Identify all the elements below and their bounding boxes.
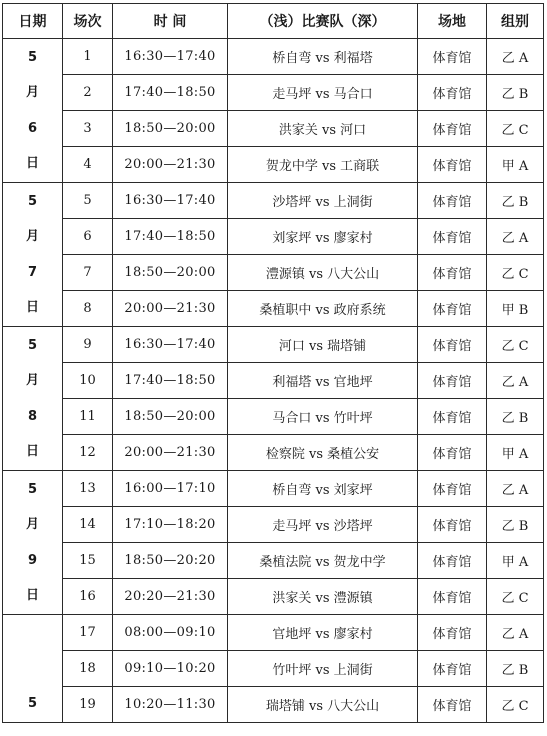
group-cell: 乙 A <box>487 471 544 507</box>
date-char <box>3 615 62 651</box>
date-char: 月 <box>25 229 39 244</box>
match-number-cell: 13 <box>63 471 113 507</box>
group-cell: 乙 B <box>487 507 544 543</box>
time-cell: 09:10—10:20 <box>113 651 228 687</box>
venue-cell: 体育馆 <box>418 39 487 75</box>
time-cell: 20:00—21:30 <box>113 147 228 183</box>
teams-cell: 桑植法院 vs 贺龙中学 <box>228 543 418 579</box>
table-row <box>3 399 544 435</box>
date-char: 6 <box>27 120 38 136</box>
venue-cell: 体育馆 <box>418 615 487 651</box>
match-number-cell: 4 <box>63 147 113 183</box>
match-schedule-table <box>2 3 544 723</box>
match-number-cell: 18 <box>63 651 113 687</box>
date-char: 日 <box>25 588 39 603</box>
date-cell <box>3 39 63 183</box>
time-cell: 18:50—20:20 <box>113 543 228 579</box>
schedule-body <box>3 39 544 723</box>
date-char: 日 <box>25 300 39 315</box>
date-cell <box>3 183 63 327</box>
teams-cell: 竹叶坪 vs 上洞街 <box>228 651 418 687</box>
match-number-cell: 12 <box>63 435 113 471</box>
match-number-cell: 7 <box>63 255 113 291</box>
group-cell: 乙 B <box>487 75 544 111</box>
group-cell: 乙 C <box>487 111 544 147</box>
header-date: 日期 <box>3 4 63 39</box>
teams-cell: 刘家坪 vs 廖家村 <box>228 219 418 255</box>
date-char: 5 <box>27 193 38 209</box>
match-number-cell: 8 <box>63 291 113 327</box>
date-char: 7 <box>27 264 38 280</box>
venue-cell: 体育馆 <box>418 579 487 615</box>
group-cell: 甲 A <box>487 435 544 471</box>
group-cell: 乙 B <box>487 651 544 687</box>
group-cell: 乙 C <box>487 327 544 363</box>
venue-cell: 体育馆 <box>418 219 487 255</box>
table-row <box>3 183 544 219</box>
teams-cell: 洪家关 vs 河口 <box>228 111 418 147</box>
time-cell: 16:30—17:40 <box>113 39 228 75</box>
group-cell: 乙 C <box>487 687 544 723</box>
date-char: 5 <box>27 337 38 353</box>
time-cell: 18:50—20:00 <box>113 399 228 435</box>
time-cell: 17:40—18:50 <box>113 219 228 255</box>
teams-cell: 沙塔坪 vs 上洞街 <box>228 183 418 219</box>
venue-cell: 体育馆 <box>418 687 487 723</box>
time-cell: 17:10—18:20 <box>113 507 228 543</box>
group-cell: 乙 C <box>487 255 544 291</box>
date-char: 日 <box>25 444 39 459</box>
teams-cell: 贺龙中学 vs 工商联 <box>228 147 418 183</box>
date-char: 9 <box>27 552 38 568</box>
date-char: 8 <box>27 408 38 424</box>
teams-cell: 瑞塔铺 vs 八大公山 <box>228 687 418 723</box>
teams-cell: 桥自弯 vs 刘家坪 <box>228 471 418 507</box>
match-number-cell: 19 <box>63 687 113 723</box>
match-number-cell: 3 <box>63 111 113 147</box>
match-number-cell: 1 <box>63 39 113 75</box>
table-row <box>3 435 544 471</box>
date-char: 5 <box>27 49 38 65</box>
match-number-cell: 5 <box>63 183 113 219</box>
match-number-cell: 11 <box>63 399 113 435</box>
venue-cell: 体育馆 <box>418 543 487 579</box>
date-char: 5 <box>27 481 38 497</box>
header-time: 时 间 <box>113 4 228 39</box>
header-group: 组别 <box>487 4 544 39</box>
venue-cell: 体育馆 <box>418 507 487 543</box>
teams-cell: 官地坪 vs 廖家村 <box>228 615 418 651</box>
date-char: 月 <box>25 85 39 100</box>
venue-cell: 体育馆 <box>418 111 487 147</box>
table-row <box>3 615 544 651</box>
header-teams: （浅）比赛队（深） <box>228 4 418 39</box>
venue-cell: 体育馆 <box>418 327 487 363</box>
teams-cell: 河口 vs 瑞塔铺 <box>228 327 418 363</box>
match-number-cell: 10 <box>63 363 113 399</box>
teams-cell: 洪家关 vs 澧源镇 <box>228 579 418 615</box>
venue-cell: 体育馆 <box>418 399 487 435</box>
time-cell: 16:00—17:10 <box>113 471 228 507</box>
venue-cell: 体育馆 <box>418 651 487 687</box>
date-cell <box>3 615 63 723</box>
teams-cell: 利福塔 vs 官地坪 <box>228 363 418 399</box>
date-char: 月 <box>25 517 39 532</box>
venue-cell: 体育馆 <box>418 291 487 327</box>
venue-cell: 体育馆 <box>418 147 487 183</box>
group-cell: 甲 A <box>487 543 544 579</box>
match-number-cell: 9 <box>63 327 113 363</box>
time-cell: 16:30—17:40 <box>113 183 228 219</box>
table-row <box>3 363 544 399</box>
time-cell: 17:40—18:50 <box>113 363 228 399</box>
group-cell: 乙 B <box>487 399 544 435</box>
teams-cell: 检察院 vs 桑植公安 <box>228 435 418 471</box>
venue-cell: 体育馆 <box>418 255 487 291</box>
match-number-cell: 17 <box>63 615 113 651</box>
group-cell: 乙 A <box>487 363 544 399</box>
match-number-cell: 14 <box>63 507 113 543</box>
venue-cell: 体育馆 <box>418 435 487 471</box>
table-row <box>3 219 544 255</box>
match-number-cell: 6 <box>63 219 113 255</box>
time-cell: 20:00—21:30 <box>113 291 228 327</box>
teams-cell: 澧源镇 vs 八大公山 <box>228 255 418 291</box>
teams-cell: 桥自弯 vs 利福塔 <box>228 39 418 75</box>
time-cell: 16:30—17:40 <box>113 327 228 363</box>
group-cell: 乙 A <box>487 615 544 651</box>
group-cell: 甲 B <box>487 291 544 327</box>
group-cell: 乙 C <box>487 579 544 615</box>
table-row <box>3 507 544 543</box>
table-row <box>3 327 544 363</box>
table-row <box>3 579 544 615</box>
group-cell: 甲 A <box>487 147 544 183</box>
table-row <box>3 471 544 507</box>
time-cell: 18:50—20:00 <box>113 111 228 147</box>
table-row <box>3 651 544 687</box>
group-cell: 乙 B <box>487 183 544 219</box>
teams-cell: 走马坪 vs 沙塔坪 <box>228 507 418 543</box>
match-number-cell: 15 <box>63 543 113 579</box>
match-number-cell: 2 <box>63 75 113 111</box>
header-match-no: 场次 <box>63 4 113 39</box>
date-cell <box>3 327 63 471</box>
group-cell: 乙 A <box>487 219 544 255</box>
date-char: 日 <box>25 156 39 171</box>
match-number-cell: 16 <box>63 579 113 615</box>
teams-cell: 桑植职中 vs 政府系统 <box>228 291 418 327</box>
time-cell: 08:00—09:10 <box>113 615 228 651</box>
venue-cell: 体育馆 <box>418 471 487 507</box>
time-cell: 17:40—18:50 <box>113 75 228 111</box>
table-row <box>3 147 544 183</box>
venue-cell: 体育馆 <box>418 363 487 399</box>
table-row <box>3 255 544 291</box>
table-row <box>3 39 544 75</box>
venue-cell: 体育馆 <box>418 183 487 219</box>
time-cell: 20:00—21:30 <box>113 435 228 471</box>
date-char: 5 <box>27 696 38 712</box>
date-cell <box>3 471 63 615</box>
table-row <box>3 75 544 111</box>
time-cell: 20:20—21:30 <box>113 579 228 615</box>
time-cell: 10:20—11:30 <box>113 687 228 723</box>
time-cell: 18:50—20:00 <box>113 255 228 291</box>
date-char <box>3 651 62 687</box>
table-row <box>3 687 544 723</box>
teams-cell: 走马坪 vs 马合口 <box>228 75 418 111</box>
table-row <box>3 543 544 579</box>
group-cell: 乙 A <box>487 39 544 75</box>
table-row <box>3 111 544 147</box>
header-venue: 场地 <box>418 4 487 39</box>
date-char: 月 <box>25 373 39 388</box>
teams-cell: 马合口 vs 竹叶坪 <box>228 399 418 435</box>
venue-cell: 体育馆 <box>418 75 487 111</box>
header-row <box>3 4 544 39</box>
table-row <box>3 291 544 327</box>
